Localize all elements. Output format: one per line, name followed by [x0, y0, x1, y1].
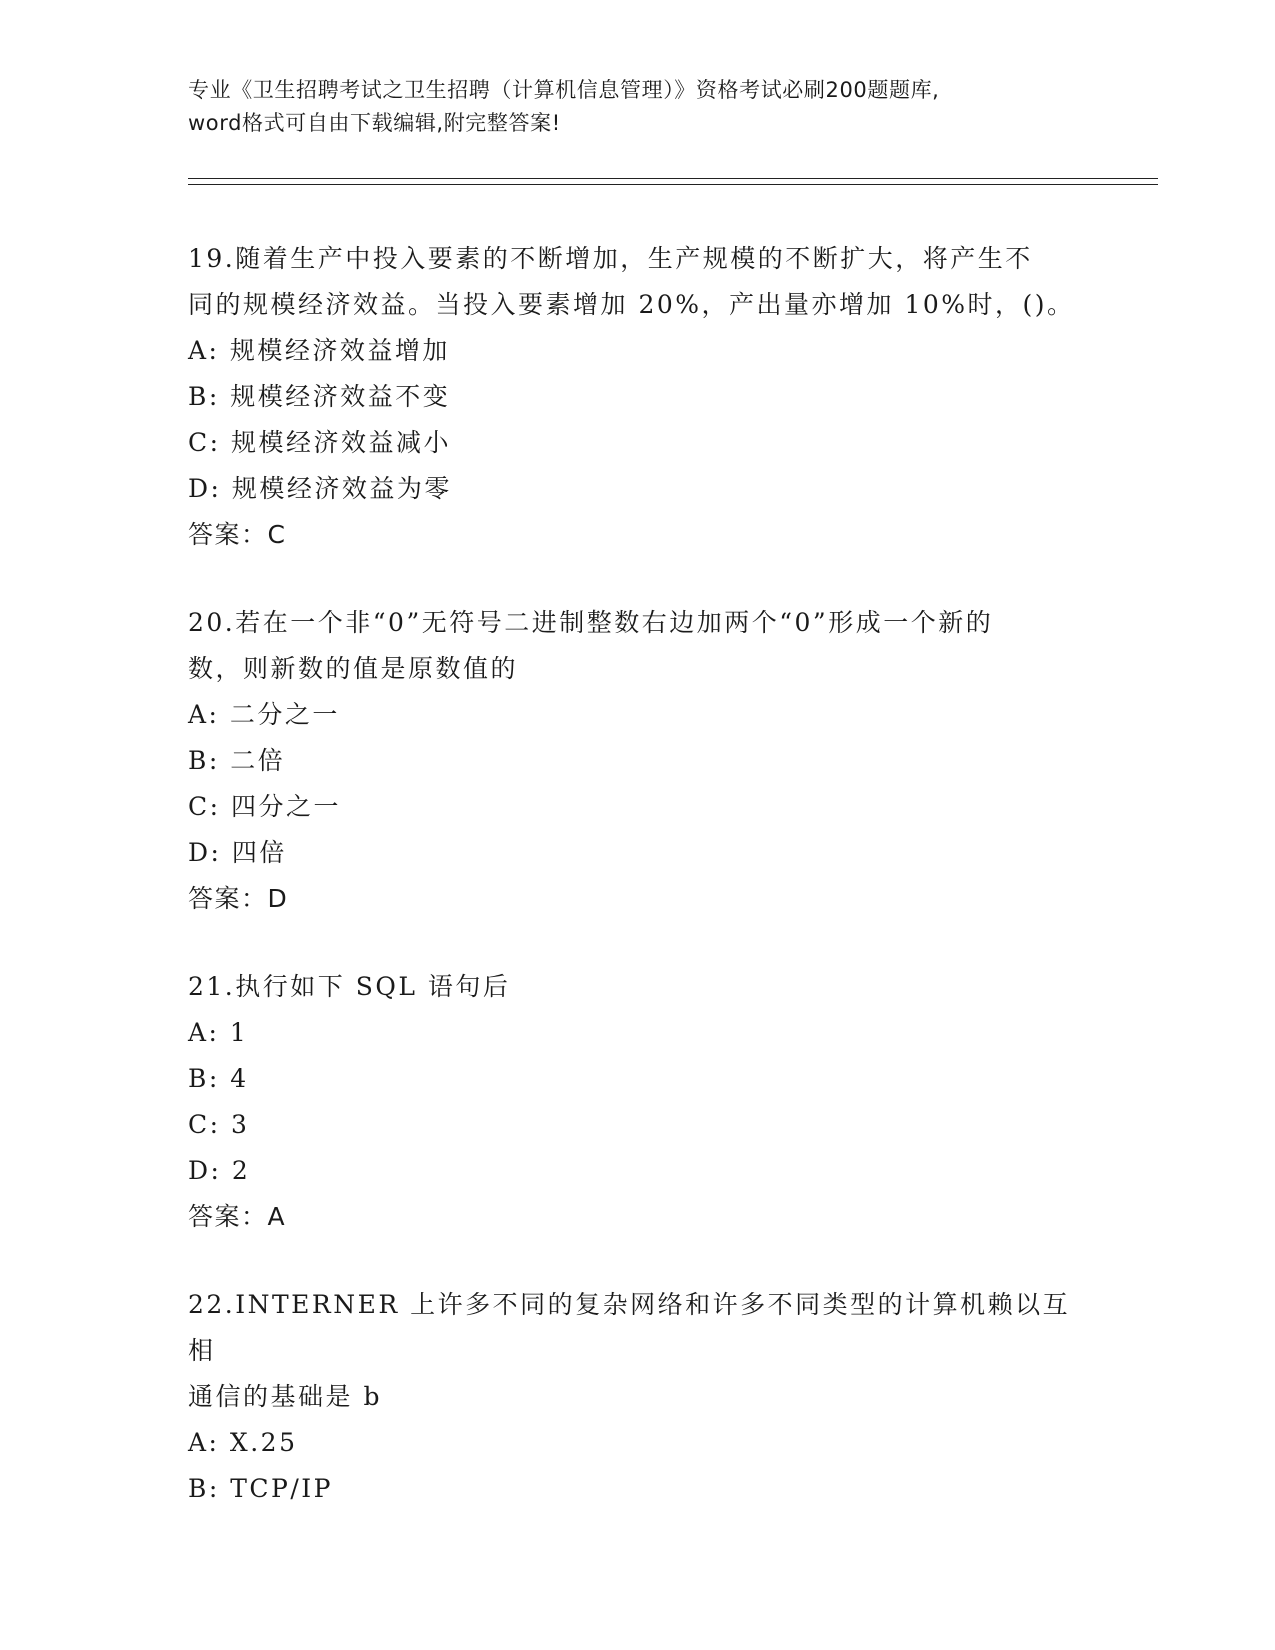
- option-d: D: 规模经济效益为零: [188, 474, 452, 503]
- option-b: B: 4: [188, 1064, 249, 1093]
- header-divider-thin: [188, 184, 1158, 185]
- option-a: A: 规模经济效益增加: [188, 336, 450, 365]
- question-text-line: 数，则新数的值是原数值的: [188, 654, 519, 683]
- question-list: [188, 236, 1088, 1554]
- option-c: C: 3: [188, 1110, 250, 1139]
- question-text-line: 21.执行如下 SQL 语句后: [188, 972, 511, 1001]
- answer: 答案：C: [188, 520, 287, 549]
- question-20: [188, 600, 1088, 922]
- header-line-2: word格式可自由下载编辑,附完整答案!: [188, 111, 561, 135]
- question-text-line: 19.随着生产中投入要素的不断增加，生产规模的不断扩大，将产生不: [188, 244, 1033, 273]
- option-a: A: X.25: [188, 1428, 298, 1457]
- question-22: [188, 1282, 1088, 1512]
- header-line-1: 专业《卫生招聘考试之卫生招聘（计算机信息管理）》资格考试必刷200题题库,: [188, 78, 940, 102]
- answer: 答案：A: [188, 1202, 287, 1231]
- option-b: B: TCP/IP: [188, 1474, 333, 1503]
- option-a: A: 1: [188, 1018, 249, 1047]
- option-b: B: 规模经济效益不变: [188, 382, 451, 411]
- question-text: [188, 236, 1088, 328]
- question-text: [188, 600, 1088, 692]
- question-text-line: 通信的基础是 b: [188, 1382, 382, 1411]
- question-19: [188, 236, 1088, 558]
- answer: 答案：D: [188, 884, 289, 913]
- option-c: C: 规模经济效益减小: [188, 428, 451, 457]
- option-a: A: 二分之一: [188, 700, 340, 729]
- document-header: [188, 74, 1088, 140]
- option-b: B: 二倍: [188, 746, 286, 775]
- option-c: C: 四分之一: [188, 792, 341, 821]
- question-21: [188, 964, 1088, 1240]
- question-text: [188, 964, 1088, 1010]
- option-d: D: 2: [188, 1156, 251, 1185]
- question-text-line: 20.若在一个非“0”无符号二进制整数右边加两个“0”形成一个新的: [188, 608, 994, 637]
- option-d: D: 四倍: [188, 838, 287, 867]
- question-text-line: 22.INTERNER 上许多不同的复杂网络和许多不同类型的计算机赖以互相: [188, 1290, 1071, 1365]
- question-text-line: 同的规模经济效益。当投入要素增加 20%，产出量亦增加 10%时，()。: [188, 290, 1075, 319]
- question-text: [188, 1282, 1088, 1420]
- header-divider-thick: [188, 178, 1158, 179]
